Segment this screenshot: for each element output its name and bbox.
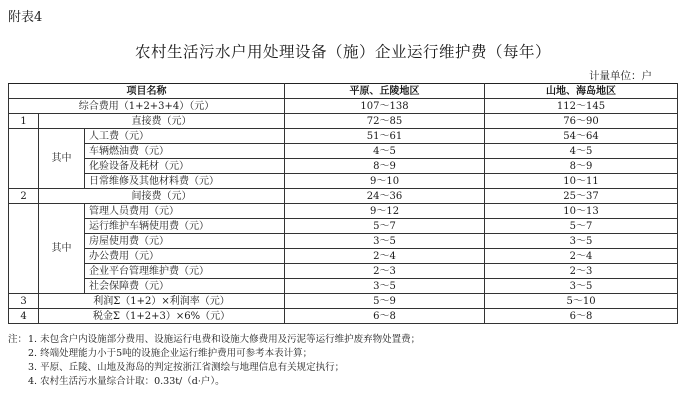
table-row (9, 219, 678, 234)
item-plain: 5～7 (285, 219, 485, 234)
item-label: 房屋使用费（元） (85, 234, 285, 249)
item-plain: 3～5 (285, 234, 485, 249)
note-line (8, 361, 420, 375)
table-row (9, 129, 678, 144)
item-plain: 51～61 (285, 129, 485, 144)
profit-plain: 5～9 (285, 294, 485, 309)
item-mountain: 54～64 (485, 129, 678, 144)
total-mountain: 112～145 (485, 99, 678, 114)
total-label: 综合费用（1+2+3+4）（元） (9, 99, 285, 114)
table-row-tax (9, 309, 678, 324)
header-item-name: 项目名称 (9, 84, 285, 99)
group-label-of-which: 其中 (39, 129, 85, 189)
row-number: 1 (9, 114, 39, 129)
table-row (9, 279, 678, 294)
table-row (9, 249, 678, 264)
item-plain: 8～9 (285, 159, 485, 174)
tax-label: 税金Σ（1+2+3）×6%（元） (39, 309, 285, 324)
row-number: 3 (9, 294, 39, 309)
note-line (8, 333, 420, 347)
page-title: 农村生活污水户用处理设备（施）企业运行维护费（每年） (134, 43, 551, 61)
notes-prefix: 注： (8, 334, 28, 345)
note-line (8, 347, 420, 361)
unit-label: 计量单位：户 (589, 70, 652, 82)
row-number: 4 (9, 309, 39, 324)
item-label: 社会保障费（元） (85, 279, 285, 294)
item-plain: 4～5 (285, 144, 485, 159)
profit-label: 利润Σ（1+2）×利润率（元） (39, 294, 285, 309)
table-row-indirect-cost (9, 189, 678, 204)
tax-mountain: 6～8 (485, 309, 678, 324)
row-number-blank (9, 129, 39, 189)
table-row (9, 234, 678, 249)
item-label: 企业平台管理维护费（元） (85, 264, 285, 279)
item-plain: 2～4 (285, 249, 485, 264)
group-label-of-which: 其中 (39, 204, 85, 294)
note-line (8, 375, 420, 389)
item-mountain: 10～11 (485, 174, 678, 189)
item-label: 运行维护车辆使用费（元） (85, 219, 285, 234)
item-label: 车辆燃油费（元） (85, 144, 285, 159)
item-mountain: 5～7 (485, 219, 678, 234)
profit-mountain: 5～10 (485, 294, 678, 309)
table-row-direct-cost (9, 114, 678, 129)
item-mountain: 2～4 (485, 249, 678, 264)
note-text: 2. 终端处理能力小于5吨的设施企业运行维护费用可参考本表计算； (28, 348, 313, 359)
indirect-cost-label: 间接费（元） (39, 189, 285, 204)
direct-cost-label: 直接费（元） (39, 114, 285, 129)
row-number: 2 (9, 189, 39, 204)
tax-plain: 6～8 (285, 309, 485, 324)
note-text: 3. 平原、丘陵、山地及海岛的判定按浙江省测绘与地理信息有关规定执行； (28, 362, 345, 373)
direct-cost-plain: 72～85 (285, 114, 485, 129)
note-text: 4. 农村生活污水量综合计取：0.33t/（d·户）。 (28, 376, 225, 387)
table-row-total (9, 99, 678, 114)
total-plain: 107～138 (285, 99, 485, 114)
indirect-cost-plain: 24～36 (285, 189, 485, 204)
item-mountain: 3～5 (485, 234, 678, 249)
item-plain: 2～3 (285, 264, 485, 279)
item-label: 人工费（元） (85, 129, 285, 144)
header-plain-region: 平原、丘陵地区 (285, 84, 485, 99)
note-text: 1. 未包含户内设施部分费用、设施运行电费和设施大修费用及污泥等运行维护废弃物处置费； (28, 334, 421, 345)
indirect-cost-mountain: 25～37 (485, 189, 678, 204)
direct-cost-mountain: 76～90 (485, 114, 678, 129)
cost-table (8, 83, 678, 324)
header-mountain-region: 山地、海岛地区 (485, 84, 678, 99)
item-label: 办公费用（元） (85, 249, 285, 264)
item-plain: 3～5 (285, 279, 485, 294)
table-row (9, 174, 678, 189)
item-mountain: 4～5 (485, 144, 678, 159)
item-label: 管理人员费用（元） (85, 204, 285, 219)
notes (8, 333, 420, 389)
item-mountain: 10～13 (485, 204, 678, 219)
item-mountain: 8～9 (485, 159, 678, 174)
item-plain: 9～10 (285, 174, 485, 189)
item-label: 日常维修及其他材料费（元） (85, 174, 285, 189)
item-mountain: 2～3 (485, 264, 678, 279)
item-label: 化验设备及耗材（元） (85, 159, 285, 174)
item-mountain: 3～5 (485, 279, 678, 294)
table-row (9, 264, 678, 279)
table-header-row (9, 84, 678, 99)
table-row (9, 144, 678, 159)
table-row-profit (9, 294, 678, 309)
item-plain: 9～12 (285, 204, 485, 219)
row-number-blank (9, 204, 39, 294)
table-row (9, 204, 678, 219)
table-row (9, 159, 678, 174)
attachment-label: 附表4 (8, 10, 43, 25)
